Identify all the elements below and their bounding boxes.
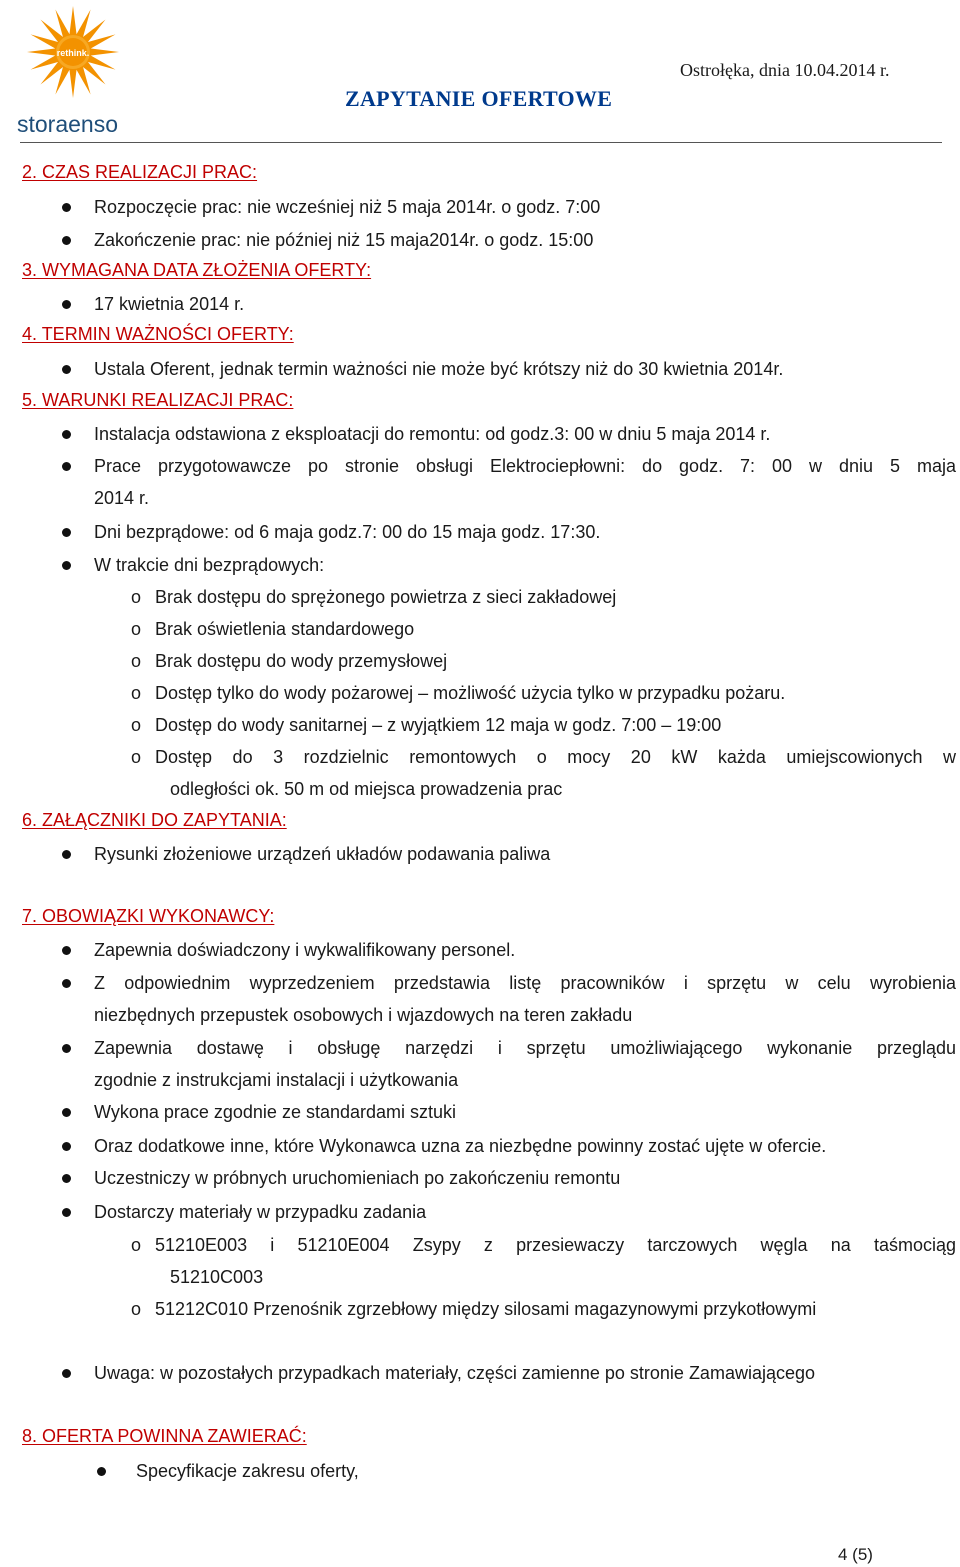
sub-list-item: 51212C010 Przenośnik zgrzebłowy między silosami magazynowymi przykotłowymi <box>155 1299 817 1319</box>
section-4-heading: 4. TERMIN WAŻNOŚCI OFERTY: <box>22 324 294 344</box>
list-item: Zakończenie prac: nie później niż 15 maja2014r. o godz. 15:00 <box>94 230 594 250</box>
list-item: Wykona prace zgodnie ze standardami sztuki <box>94 1102 457 1122</box>
list-item: Zapewnia doświadczony i wykwalifikowany personel. <box>94 940 516 960</box>
bullet-icon <box>62 462 71 471</box>
bullet-icon <box>62 300 71 309</box>
bullet-icon <box>62 236 71 245</box>
bullet-icon <box>62 850 71 859</box>
list-item: Ustala Oferent, jednak termin ważności nie może być krótszy niż do 30 kwietnia 2014r. <box>94 359 784 379</box>
sub-list-item: 51210E003 i 51210E004 Zsypy z przesiewaczy tarczowych węgla na taśmociąg <box>155 1235 956 1255</box>
header-divider <box>20 142 942 143</box>
list-item-continuation: 2014 r. <box>94 488 150 508</box>
page-number: 4 (5) <box>838 1545 873 1564</box>
bullet-icon <box>62 1044 71 1053</box>
list-item: Uczestniczy w próbnych uruchomieniach po zakończeniu remontu <box>94 1168 621 1188</box>
list-item: Instalacja odstawiona z eksploatacji do remontu: od godz.3: 00 w dniu 5 maja 2014 r. <box>94 424 771 444</box>
bullet-icon <box>62 1142 71 1151</box>
bullet-icon <box>62 1208 71 1217</box>
list-item: Prace przygotowawcze po stronie obsługi Elektrociepłowni: do godz. 7: 00 w dniu 5 maja <box>94 456 956 476</box>
sub-bullet-icon: o <box>131 1235 142 1255</box>
storaenso-logo <box>14 2 132 138</box>
list-item: Uwaga: w pozostałych przypadkach materiały, części zamienne po stronie Zamawiającego <box>94 1363 816 1383</box>
sub-bullet-icon: o <box>131 619 142 639</box>
bullet-icon <box>62 1369 71 1378</box>
bullet-icon <box>62 365 71 374</box>
bullet-icon <box>62 561 71 570</box>
bullet-icon <box>62 430 71 439</box>
sub-bullet-icon: o <box>131 587 142 607</box>
sub-bullet-icon: o <box>131 715 142 735</box>
list-item: Oraz dodatkowe inne, które Wykonawca uzna za niezbędne powinny zostać ujęte w ofercie. <box>94 1136 827 1156</box>
sub-list-item: Dostęp do 3 rozdzielnic remontowych o mocy 20 kW każda umiejscowionych w <box>155 747 956 767</box>
sub-list-item: Dostęp do wody sanitarnej – z wyjątkiem 12 maja w godz. 7:00 – 19:00 <box>155 715 722 735</box>
section-8-heading: 8. OFERTA POWINNA ZAWIERAĆ: <box>22 1426 307 1446</box>
list-item-continuation: niezbędnych przepustek osobowych i wjazdowych na teren zakładu <box>94 1005 633 1025</box>
section-5-heading: 5. WARUNKI REALIZACJI PRAC: <box>22 390 294 410</box>
list-item: W trakcie dni bezprądowych: <box>94 555 325 575</box>
sub-bullet-icon: o <box>131 1299 142 1319</box>
list-item: Dni bezprądowe: od 6 maja godz.7: 00 do 15 maja godz. 17:30. <box>94 522 601 542</box>
bullet-icon <box>62 528 71 537</box>
bullet-icon <box>62 979 71 988</box>
section-6-heading: 6. ZAŁĄCZNIKI DO ZAPYTANIA: <box>22 810 287 830</box>
list-item: Zapewnia dostawę i obsługę narzędzi i sprzętu umożliwiającego wykonanie przeglądu <box>94 1038 956 1058</box>
section-3-heading: 3. WYMAGANA DATA ZŁOŻENIA OFERTY: <box>22 260 372 280</box>
list-item: Dostarczy materiały w przypadku zadania <box>94 1202 427 1222</box>
section-2-heading: 2. CZAS REALIZACJI PRAC: <box>22 162 258 182</box>
sub-list-item: Dostęp tylko do wody pożarowej – możliwość użycia tylko w przypadku pożaru. <box>155 683 786 703</box>
sub-bullet-icon: o <box>131 651 142 671</box>
sub-list-item: Brak oświetlenia standardowego <box>155 619 415 639</box>
sub-bullet-icon: o <box>131 683 142 703</box>
logo-wordmark: storaenso <box>17 111 119 137</box>
list-item: Specyfikacje zakresu oferty, <box>136 1461 359 1481</box>
list-item: Rysunki złożeniowe urządzeń układów podawania paliwa <box>94 844 551 864</box>
list-item-continuation: zgodnie z instrukcjami instalacji i użytkowania <box>94 1070 459 1090</box>
list-item: Rozpoczęcie prac: nie wcześniej niż 5 maja 2014r. o godz. 7:00 <box>94 197 601 217</box>
bullet-icon <box>97 1467 106 1476</box>
bullet-icon <box>62 203 71 212</box>
sub-bullet-icon: o <box>131 747 142 767</box>
list-item: 17 kwietnia 2014 r. <box>94 294 245 314</box>
list-item: Z odpowiednim wyprzedzeniem przedstawia listę pracowników i sprzętu w celu wyrobienia <box>94 973 956 993</box>
document-title: ZAPYTANIE OFERTOWE <box>345 86 613 111</box>
bullet-icon <box>62 1108 71 1117</box>
sub-list-item-continuation: 51210C003 <box>170 1267 264 1287</box>
bullet-icon <box>62 946 71 955</box>
document-date: Ostrołęka, dnia 10.04.2014 r. <box>680 60 890 80</box>
sub-list-item-continuation: odległości ok. 50 m od miejsca prowadzenia prac <box>170 779 563 799</box>
sub-list-item: Brak dostępu do sprężonego powietrza z sieci zakładowej <box>155 587 617 607</box>
sub-list-item: Brak dostępu do wody przemysłowej <box>155 651 448 671</box>
logo-tagline: rethink. <box>56 48 90 58</box>
bullet-icon <box>62 1174 71 1183</box>
section-7-heading: 7. OBOWIĄZKI WYKONAWCY: <box>22 906 275 926</box>
